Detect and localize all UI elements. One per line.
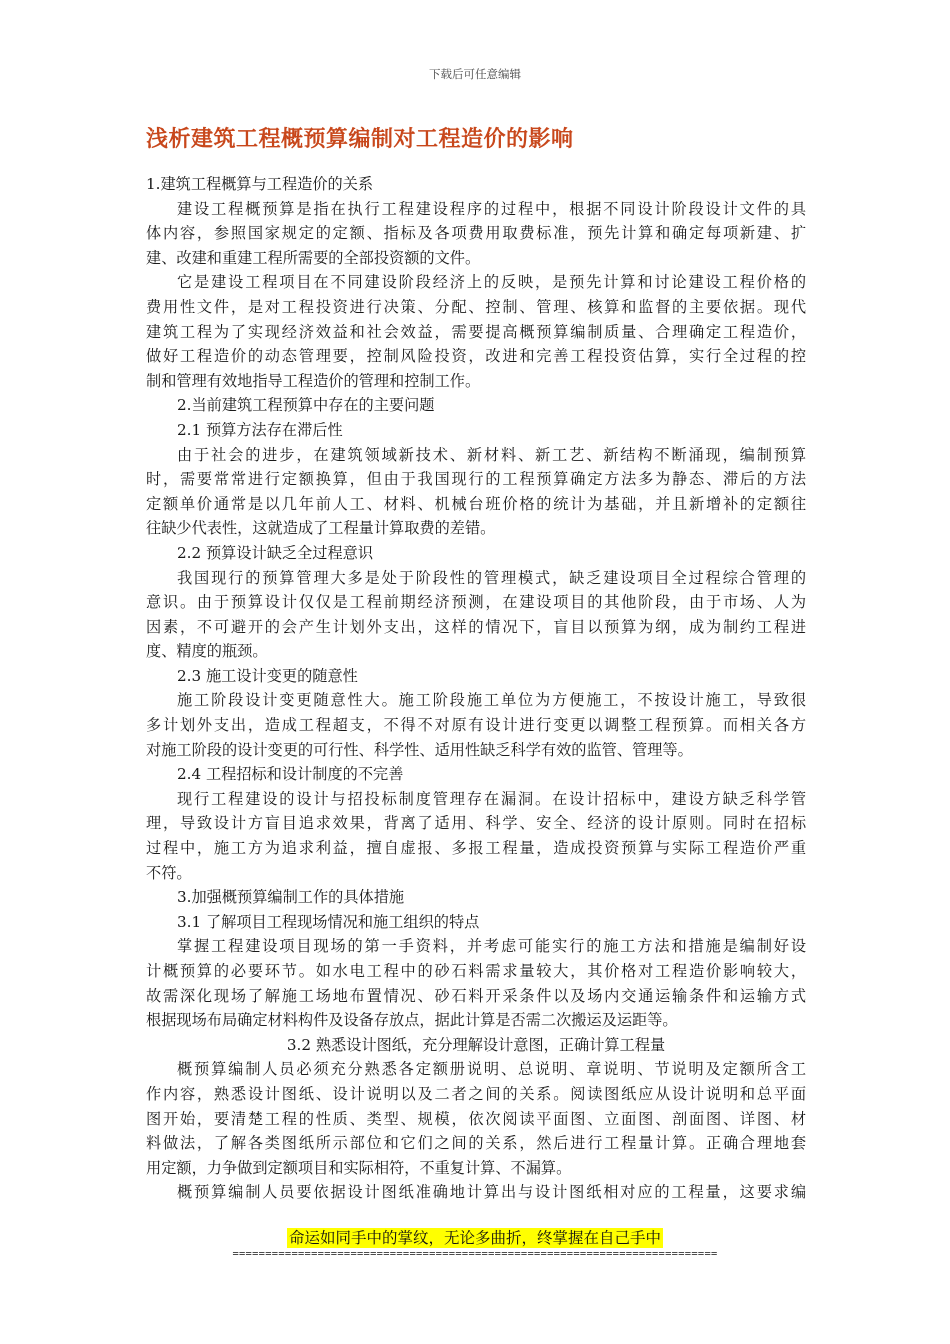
section-heading: 2.当前建筑工程预算中存在的主要问题 [177, 396, 435, 415]
paragraph-line: 制和管理有效地指导工程造价的管理和控制工作。 [146, 371, 481, 390]
section-heading: 2.2 预算设计缺乏全过程意识 [177, 543, 374, 562]
motto-text: 命运如同手中的掌纹，无论多曲折，终掌握在自己手中 [288, 1229, 661, 1247]
paragraph-line: 做好工程造价的动态管理要，控制风险投资，改进和完善工程投资估算，实行全过程的控 [146, 347, 806, 366]
page-header: 下载后可任意编辑 [429, 67, 521, 81]
paragraph-line: 由于社会的进步，在建筑领域新技术、新材料、新工艺、新结构不断涌现，编制预算 [177, 445, 806, 464]
paragraph-line: 多计划外支出，造成工程超支，不得不对原有设计进行变更以调整工程预算。而相关各方 [146, 716, 806, 735]
paragraph-line: 作内容，熟悉设计图纸、设计说明以及二者之间的关系。阅读图纸应从设计说明和总平面 [146, 1084, 806, 1103]
paragraph-line: 我国现行的预算管理大多是处于阶段性的管理模式，缺乏建设项目全过程综合管理的 [177, 568, 806, 587]
footer-rule: ========================================================================== [232, 1248, 718, 1260]
paragraph-line: 建筑工程为了实现经济效益和社会效益，需要提高概预算编制质量、合理确定工程造价， [146, 322, 806, 341]
section-heading: 3.2 熟悉设计图纸，充分理解设计意图，正确计算工程量 [286, 1035, 666, 1054]
article-body [146, 172, 806, 1205]
paragraph-line: 意识。由于预算设计仅仅是工程前期经济预测，在建设项目的其他阶段，由于市场、人为 [146, 593, 806, 612]
paragraph-line: 费用性文件，是对工程投资进行决策、分配、控制、管理、核算和监督的主要依据。现代 [146, 297, 806, 316]
paragraph-line: 概预算编制人员必须充分熟悉各定额册说明、总说明、章说明、节说明及定额所含工 [177, 1060, 806, 1079]
paragraph-line: 根据现场布局确定材料构件及设备存放点，据此计算是否需二次搬运及运距等。 [146, 1011, 678, 1030]
paragraph-line: 计概预算的必要环节。如水电工程中的砂石料需求量较大，其价格对工程造价影响较大， [146, 962, 806, 980]
section-heading: 2.3 施工设计变更的随意性 [177, 666, 358, 685]
paragraph-line: 建设工程概预算是指在执行工程建设程序的过程中，根据不同设计阶段设计文件的具 [177, 199, 806, 218]
paragraph-line: 现行工程建设的设计与招投标制度管理存在漏洞。在设计招标中，建设方缺乏科学管 [177, 789, 806, 808]
section-heading: 2.1 预算方法存在滞后性 [177, 420, 343, 439]
paragraph-line: 它是建设工程项目在不同建设阶段经济上的反映，是预先计算和讨论建设工程价格的 [177, 273, 806, 292]
paragraph-line: 理，导致设计方盲目追求效果，背离了适用、科学、安全、经济的设计原则。同时在招标 [146, 814, 806, 833]
paragraph-line: 度、精度的瓶颈。 [146, 642, 268, 661]
section-heading: 1.建筑工程概算与工程造价的关系 [146, 175, 374, 193]
paragraph-line: 掌握工程建设项目现场的第一手资料，并考虑可能实行的施工方法和措施是编制好设 [177, 937, 806, 956]
paragraph-line: 用定额，力争做到定额项目和实际相符，不重复计算、不漏算。 [146, 1158, 572, 1177]
article-title: 浅析建筑工程概预算编制对工程造价的影响 [146, 126, 574, 152]
paragraph-line: 施工阶段设计变更随意性大。施工阶段施工单位为方便施工，不按设计施工，导致很 [177, 691, 806, 710]
paragraph-line: 过程中，施工方为追求利益，擅自虚报、多报工程量，造成投资预算与实际工程造价严重 [146, 839, 806, 858]
paragraph-line: 建、改建和重建工程所需要的全部投资额的文件。 [146, 248, 481, 267]
section-heading: 2.4 工程招标和设计制度的不完善 [177, 765, 404, 784]
paragraph-line: 料做法，了解各类图纸所示部位和它们之间的关系，然后进行工程量计算。正确合理地套 [146, 1134, 806, 1153]
paragraph-line: 概预算编制人员要依据设计图纸准确地计算出与设计图纸相对应的工程量，这要求编 [177, 1183, 806, 1202]
section-heading: 3.1 了解项目工程现场情况和施工组织的特点 [177, 912, 480, 931]
section-heading: 3.加强概预算编制工作的具体措施 [177, 888, 405, 907]
footer-motto [0, 1226, 950, 1248]
paragraph-line: 图开始，要清楚工程的性质、类型、规模，依次阅读平面图、立面图、剖面图、详图、材 [146, 1109, 806, 1128]
paragraph-line: 定额单价通常是以几年前人工、材料、机械台班价格的统计为基础，并且新增补的定额往 [146, 494, 806, 513]
paragraph-line: 因素，不可避开的会产生计划外支出，这样的情况下，盲目以预算为纲，成为制约工程进 [146, 617, 806, 636]
paragraph-line: 时，需要常常进行定额换算，但由于我国现行的工程预算确定方法多为静态、滞后的方法 [146, 470, 806, 489]
paragraph-line: 故需深化现场了解施工场地布置情况、砂石料开采条件以及场内交通运输条件和运输方式 [146, 986, 806, 1005]
paragraph-line: 往缺少代表性，这就造成了工程量计算取费的差错。 [146, 519, 496, 538]
paragraph-line: 不符。 [146, 863, 192, 882]
paragraph-line: 体内容，参照国家规定的定额、指标及各项费用取费标准，预先计算和确定每项新建、扩 [146, 224, 806, 243]
paragraph-line: 对施工阶段的设计变更的可行性、科学性、适用性缺乏科学有效的监管、管理等。 [146, 740, 693, 759]
